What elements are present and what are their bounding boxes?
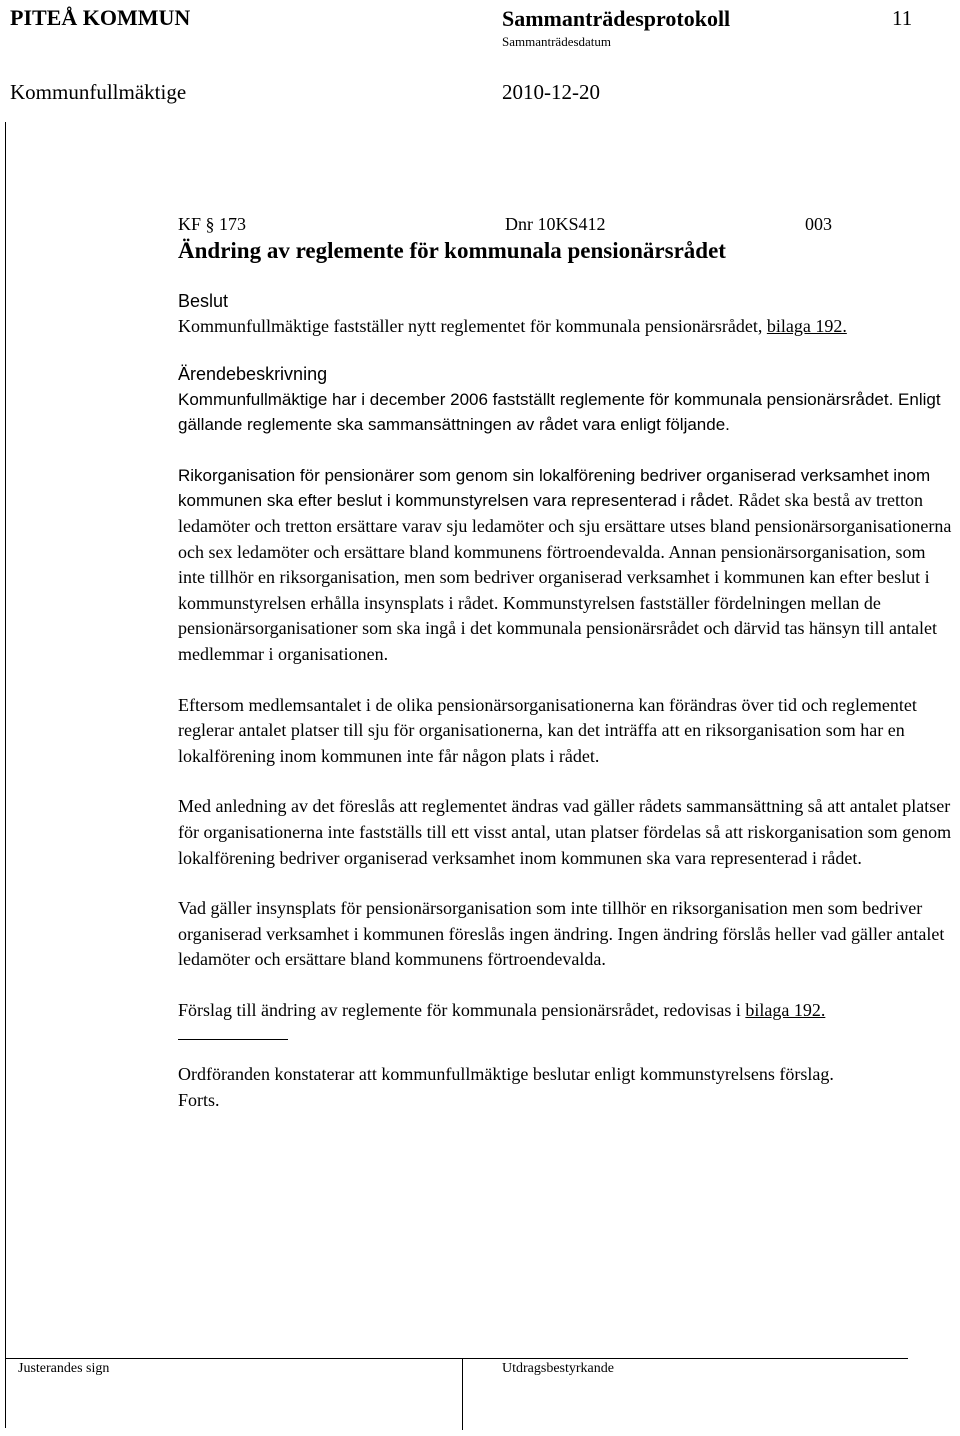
- decision-heading: Beslut: [178, 291, 229, 311]
- paragraph-observer-seat: Vad gäller insynsplats för pensionärsorganisation som inte tillhör en riksorganisation men som bedriver organiserad verksamhet i kommunen föreslås ingen ändring. Ingen ändring förslås heller vad gäller antalet ledamöter och ersättare bland kommunens förtroendevalda.: [178, 898, 945, 970]
- closing-statement: Ordföranden konstaterar att kommunfullmäktige beslutar enligt kommunstyrelsens förslag.: [178, 1064, 834, 1085]
- continued-marker: Forts.: [178, 1090, 220, 1111]
- diary-number: Dnr 10KS412: [505, 214, 606, 234]
- quoted-regulation-rest: Rådet ska bestå av tretton ledamöter och tretton ersättare varav sju ledamöter och sju ersättare utses bland pensionärsorganisationerna och sex ledamöter och ersättare bland kommunens förtroendevalda. Annan pensionärsorganisation, som inte tillhör en riksorganisation, men som bedriver organiserad verksamhet i kommunen kan efter beslut i kommunstyrelsen erhålla insynsplats i rådet. Kommunstyrelsen fastställer fördelningen mellan de pensionärsorganisationer som ska ingå i det kommunala pensionärsrådet och därvid tas hänsyn till antalet medlemmar i organisationen.: [178, 490, 952, 664]
- item-code: 003: [805, 214, 832, 234]
- item-meta-row: [178, 211, 953, 237]
- item-title: Ändring av reglemente för kommunala pensionärsrådet: [178, 238, 726, 263]
- bilaga-link-decision[interactable]: bilaga 192.: [766, 316, 847, 336]
- description-intro: Kommunfullmäktige har i december 2006 fastställt reglemente för kommunala pensionärsrådet. Enligt gällande reglemente ska sammansättningen av rådet vara enligt följande.: [178, 389, 941, 435]
- date-label: Sammanträdesdatum: [502, 34, 612, 49]
- document-body: [178, 211, 953, 1114]
- quoted-regulation-sans: Rikorganisation för pensionärer som genom sin lokalförening bedriver organiserad verksamhet inom kommunen ska efter beslut i kommunstyrelsen vara representerad i rådet.: [178, 465, 931, 511]
- paragraph-appendix: [178, 998, 953, 1024]
- description-heading: Ärendebeskrivning: [178, 363, 328, 384]
- justerandes-sign-label: Justerandes sign: [18, 1361, 110, 1376]
- bilaga-link-appendix[interactable]: bilaga 192.: [745, 999, 826, 1020]
- separator-line: [178, 1039, 288, 1040]
- footer-rule: [5, 1358, 908, 1359]
- decision-text: [178, 314, 953, 340]
- paragraph-appendix-text: Förslag till ändring av reglemente för kommunala pensionärsrådet, redovisas i: [178, 999, 746, 1020]
- decision-body: Kommunfullmäktige fastställer nytt reglementet för kommunala pensionärsrådet,: [178, 316, 767, 336]
- meeting-date: 2010-12-20: [502, 80, 600, 104]
- utdragsbestyrkande-label: Utdragsbestyrkande: [502, 1361, 614, 1376]
- quoted-regulation: [178, 463, 953, 668]
- document-type: Sammanträdesprotokoll: [502, 6, 731, 31]
- left-margin-rule: [5, 122, 6, 1428]
- footer-divider: [462, 1358, 463, 1430]
- paragraph-number: KF § 173: [178, 214, 247, 234]
- page-number: 11: [892, 6, 913, 30]
- paragraph-membership: Eftersom medlemsantalet i de olika pensionärsorganisationerna kan förändras över tid och reglementet reglerar antalet platser till sju för organisationerna, kan det inträffa att en riksorganisation som har en lokalförening inom kommunen inte får någon plats i rådet.: [178, 694, 917, 766]
- paragraph-proposal: Med anledning av det föreslås att reglementet ändras vad gäller rådets sammansättning så att antalet platser för organisationerna inte fastställs till ett visst antal, utan platser fördelas så att riskorganisation som genom lokalförening bedriver organiserad verksamhet inom kommunen ska vara representerad i rådet.: [178, 796, 952, 868]
- organization-name: PITEÅ KOMMUN: [10, 5, 191, 30]
- assembly-name: Kommunfullmäktige: [10, 80, 187, 104]
